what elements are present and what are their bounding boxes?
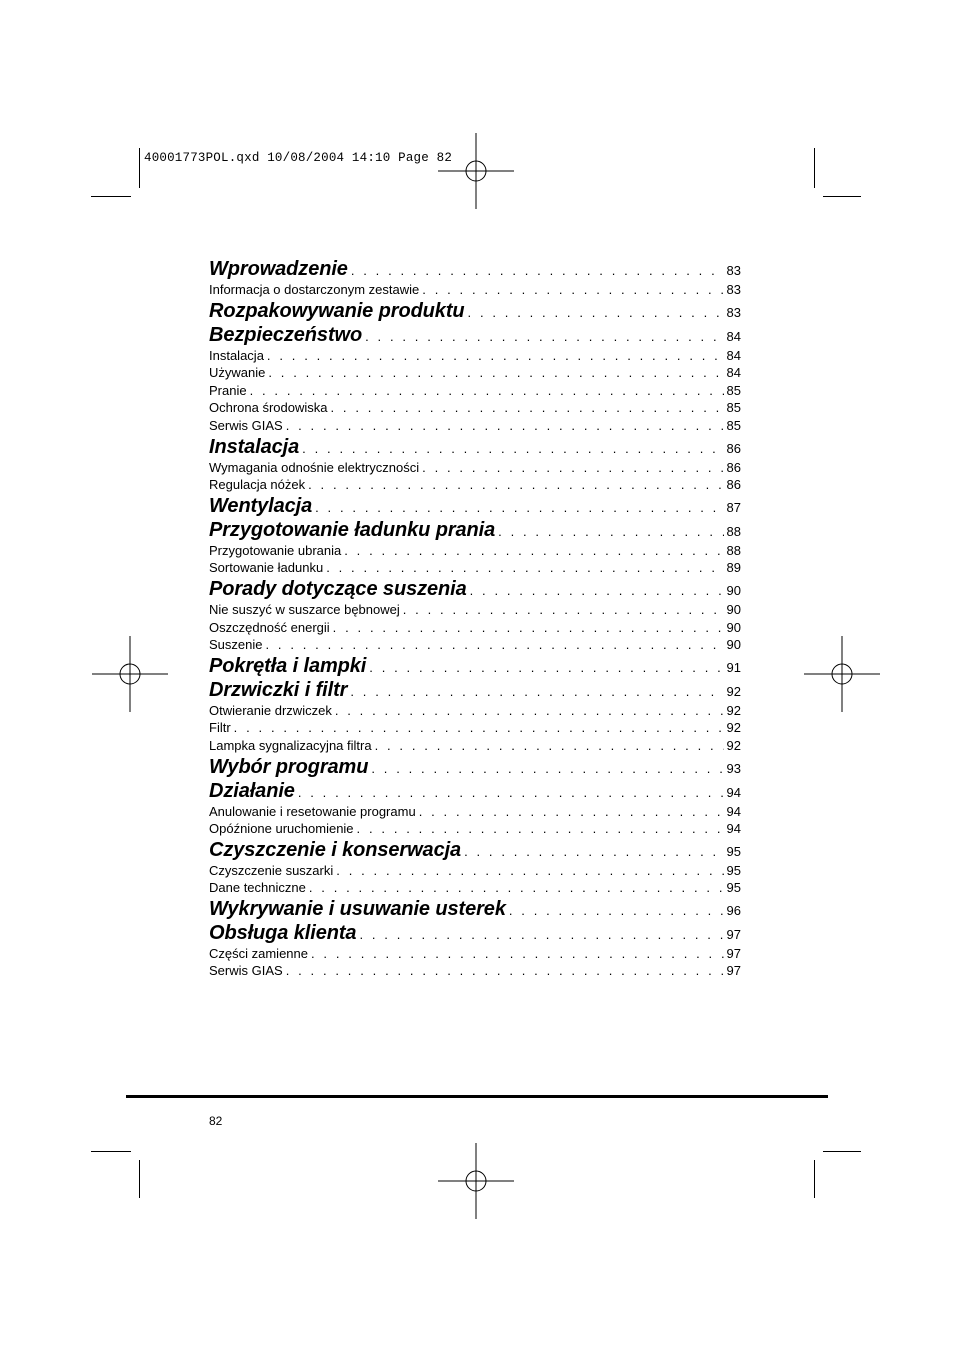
toc-heading [209, 756, 741, 780]
toc-heading [209, 495, 741, 519]
registration-mark-right [804, 636, 880, 712]
toc-page-number: 85 [726, 382, 741, 398]
toc-page-number: 84 [726, 328, 741, 344]
crop-mark-top-left-vertical [139, 148, 140, 188]
toc-entry-label: Używanie [209, 365, 266, 381]
toc-leader-dots [468, 305, 724, 320]
toc-heading [209, 578, 741, 602]
toc-page-number: 85 [726, 400, 741, 416]
toc-entry-label: Pranie [209, 382, 247, 398]
toc-entry-label: Lampka sygnalizacyjna filtra [209, 737, 372, 753]
toc-page-number: 95 [726, 880, 741, 896]
toc-leader-dots [234, 720, 724, 735]
toc-leader-dots [315, 500, 723, 515]
toc-subentry [209, 863, 741, 881]
toc-heading [209, 922, 741, 946]
toc-leader-dots [419, 804, 724, 819]
toc-subentry [209, 602, 741, 620]
toc-page-number: 90 [726, 601, 741, 617]
toc-subentry [209, 460, 741, 478]
footer-rule [126, 1095, 828, 1098]
toc-entry-label: Wybór programu [209, 755, 369, 778]
toc-page-number: 87 [726, 499, 741, 515]
toc-page-number: 93 [726, 760, 741, 776]
toc-heading [209, 436, 741, 460]
toc-leader-dots [365, 329, 723, 344]
toc-subentry [209, 963, 741, 981]
toc-page-number: 97 [726, 926, 741, 942]
toc-entry-label: Obsługa klienta [209, 921, 357, 944]
toc-entry-label: Wprowadzenie [209, 258, 348, 280]
toc-entry-label: Drzwiczki i filtr [209, 678, 348, 701]
toc-leader-dots [470, 583, 724, 598]
toc-leader-dots [268, 365, 723, 380]
print-slug: 40001773POL.qxd 10/08/2004 14:10 Page 82 [144, 151, 453, 165]
toc-subentry [209, 804, 741, 822]
toc-leader-dots [286, 963, 724, 978]
toc-subentry [209, 365, 741, 383]
toc-entry-label: Suszenie [209, 637, 263, 653]
toc-page-number: 85 [726, 417, 741, 433]
toc-page-number: 83 [726, 282, 741, 297]
toc-subentry [209, 543, 741, 561]
toc-leader-dots [309, 880, 724, 895]
toc-entry-label: Dane techniczne [209, 880, 306, 896]
toc-leader-dots [286, 418, 724, 433]
toc-page-number: 84 [726, 347, 741, 363]
toc-leader-dots [351, 263, 724, 278]
toc-leader-dots [311, 946, 724, 961]
toc-entry-label: Wykrywanie i usuwanie usterek [209, 897, 506, 920]
toc-leader-dots [359, 927, 723, 942]
toc-entry-label: Instalacja [209, 435, 300, 458]
toc-page-number: 86 [726, 440, 741, 456]
toc-leader-dots [350, 684, 723, 699]
toc-page-number: 94 [726, 784, 741, 800]
toc-subentry [209, 821, 741, 839]
table-of-contents [209, 258, 741, 981]
toc-page-number: 90 [726, 582, 741, 598]
toc-page-number: 86 [726, 459, 741, 475]
toc-page-number: 90 [726, 619, 741, 635]
toc-page-number: 92 [726, 702, 741, 718]
toc-page-number: 90 [726, 637, 741, 653]
toc-page-number: 89 [726, 560, 741, 576]
crop-mark-bottom-right-horizontal [823, 1151, 861, 1152]
toc-page-number: 91 [726, 659, 741, 675]
toc-subentry [209, 282, 741, 300]
toc-entry-label: Czyszczenie suszarki [209, 862, 334, 878]
toc-leader-dots [331, 400, 724, 415]
toc-entry-label: Instalacja [209, 347, 264, 363]
toc-subentry [209, 720, 741, 738]
toc-subentry [209, 637, 741, 655]
crop-mark-top-left-horizontal [91, 196, 131, 197]
toc-subentry [209, 946, 741, 964]
toc-subentry [209, 620, 741, 638]
toc-subentry [209, 418, 741, 436]
toc-entry-label: Serwis GIAS [209, 963, 283, 979]
toc-entry-label: Działanie [209, 779, 295, 802]
toc-page-number: 95 [726, 862, 741, 878]
toc-subentry [209, 400, 741, 418]
toc-leader-dots [422, 282, 723, 297]
toc-leader-dots [335, 703, 724, 718]
registration-mark-top [438, 133, 514, 209]
toc-page-number: 88 [726, 542, 741, 558]
toc-subentry [209, 703, 741, 721]
toc-heading [209, 679, 741, 703]
toc-heading [209, 655, 741, 679]
toc-leader-dots [509, 903, 724, 918]
toc-leader-dots [403, 602, 724, 617]
toc-page-number: 95 [726, 843, 741, 859]
toc-page-number: 96 [726, 902, 741, 918]
toc-subentry [209, 477, 741, 495]
toc-entry-label: Pokrętła i lampki [209, 654, 367, 677]
toc-entry-label: Przygotowanie ładunku prania [209, 518, 496, 541]
toc-entry-label: Informacja o dostarczonym zestawie [209, 282, 420, 297]
toc-leader-dots [498, 524, 723, 539]
toc-leader-dots [344, 543, 723, 558]
toc-page-number: 92 [726, 683, 741, 699]
toc-leader-dots [250, 383, 724, 398]
toc-page-number: 94 [726, 821, 741, 837]
toc-entry-label: Części zamienne [209, 945, 308, 961]
toc-leader-dots [333, 620, 724, 635]
toc-entry-label: Bezpieczeństwo [209, 323, 363, 346]
toc-entry-label: Filtr [209, 720, 231, 736]
crop-mark-bottom-left-horizontal [91, 1151, 131, 1152]
crop-mark-bottom-right-vertical [814, 1160, 815, 1198]
toc-page-number: 88 [726, 523, 741, 539]
toc-page-number: 94 [726, 803, 741, 819]
toc-entry-label: Otwieranie drzwiczek [209, 702, 332, 718]
toc-page-number: 92 [726, 737, 741, 753]
toc-entry-label: Przygotowanie ubrania [209, 542, 342, 558]
toc-leader-dots [357, 821, 724, 836]
toc-page-number: 83 [726, 263, 741, 278]
toc-leader-dots [302, 441, 723, 456]
toc-heading [209, 519, 741, 543]
toc-entry-label: Serwis GIAS [209, 417, 283, 433]
registration-mark-left [92, 636, 168, 712]
toc-entry-label: Ochrona środowiska [209, 400, 328, 416]
toc-page-number: 92 [726, 720, 741, 736]
toc-entry-label: Regulacja nóżek [209, 477, 306, 493]
page-number: 82 [209, 1114, 223, 1128]
toc-entry-label: Opóźnione uruchomienie [209, 821, 354, 837]
toc-leader-dots [369, 660, 723, 675]
toc-leader-dots [265, 637, 723, 652]
crop-mark-top-right-vertical [814, 148, 815, 188]
toc-entry-label: Sortowanie ładunku [209, 560, 324, 576]
toc-page-number: 84 [726, 365, 741, 381]
toc-leader-dots [422, 460, 723, 475]
toc-heading [209, 324, 741, 348]
toc-entry-label: Oszczędność energii [209, 619, 330, 635]
toc-subentry [209, 880, 741, 898]
toc-page-number: 97 [726, 963, 741, 979]
toc-leader-dots [326, 560, 723, 575]
toc-subentry [209, 560, 741, 578]
toc-leader-dots [267, 348, 724, 363]
toc-heading [209, 258, 741, 282]
toc-heading [209, 898, 741, 922]
toc-entry-label: Nie suszyć w suszarce bębnowej [209, 601, 400, 617]
toc-leader-dots [375, 738, 724, 753]
toc-leader-dots [336, 863, 723, 878]
toc-heading [209, 780, 741, 804]
toc-entry-label: Anulowanie i resetowanie programu [209, 803, 416, 819]
toc-subentry [209, 738, 741, 756]
toc-page-number: 83 [726, 304, 741, 320]
toc-entry-label: Czyszczenie i konserwacja [209, 838, 462, 861]
crop-mark-bottom-left-vertical [139, 1160, 140, 1198]
toc-leader-dots [464, 844, 723, 859]
toc-entry-label: Rozpakowywanie produktu [209, 299, 465, 322]
toc-entry-label: Wymagania odnośnie elektryczności [209, 459, 420, 475]
toc-heading [209, 839, 741, 863]
toc-subentry [209, 383, 741, 401]
toc-leader-dots [308, 477, 723, 492]
toc-entry-label: Wentylacja [209, 494, 313, 517]
toc-leader-dots [371, 761, 723, 776]
crop-mark-top-right-horizontal [823, 196, 861, 197]
registration-mark-bottom [438, 1143, 514, 1219]
toc-heading [209, 300, 741, 324]
toc-entry-label: Porady dotyczące suszenia [209, 577, 467, 600]
toc-page-number: 97 [726, 945, 741, 961]
toc-page-number: 86 [726, 477, 741, 493]
toc-subentry [209, 348, 741, 366]
toc-leader-dots [298, 785, 724, 800]
